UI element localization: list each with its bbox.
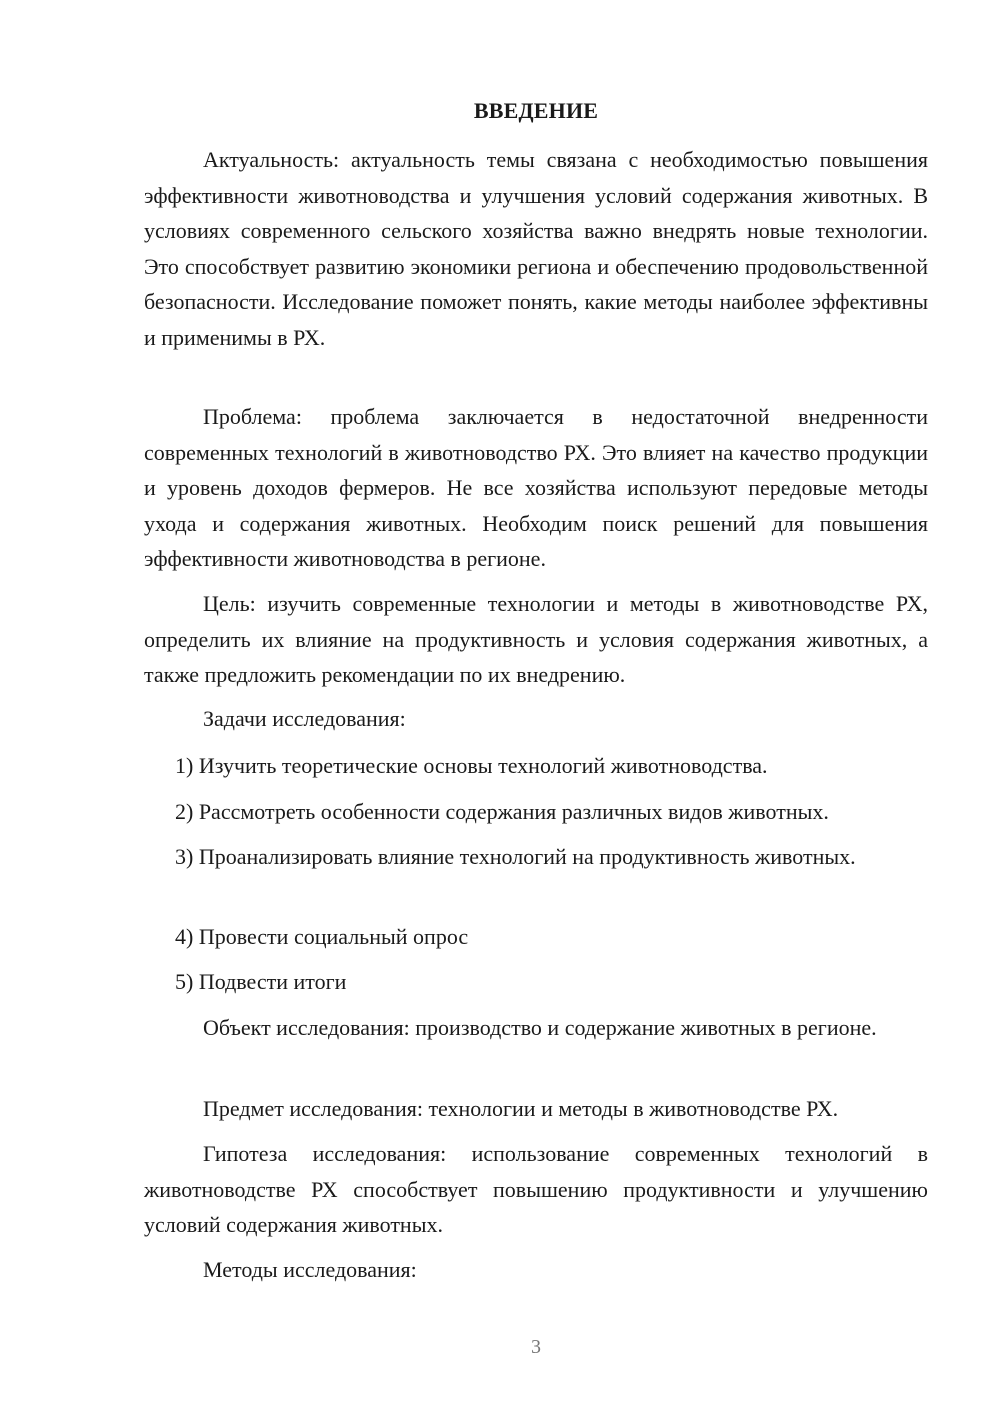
paragraph-object: Объект исследования: производство и содержание животных в регионе.: [203, 1015, 877, 1040]
task-item-3: 3) Проанализировать влияние технологий на продуктивность животных.: [175, 844, 856, 869]
task-item-5: 5) Подвести итоги: [175, 969, 347, 994]
paragraph-methods-heading: Методы исследования:: [203, 1257, 417, 1282]
paragraph-hypothesis: Гипотеза исследования: использование современных технологий в животноводстве РХ способствует повышению продуктивности и улучшению условий содержания животных.: [144, 1141, 928, 1237]
paragraph-tasks-heading: Задачи исследования:: [203, 706, 406, 731]
task-item-1: 1) Изучить теоретические основы технологий животноводства.: [175, 753, 768, 778]
page-number: 3: [531, 1336, 541, 1358]
section-title: ВВЕДЕНИЕ: [473, 98, 599, 123]
paragraph-relevance: Актуальность: актуальность темы связана с необходимостью повышения эффективности животноводства и улучшения условий содержания животных. В условиях современного сельского хозяйства важно внедрять новые технологии. Это способствует развитию экономики региона и обеспечению продовольственной безопасности. Исследование поможет понять, какие методы наиболее эффективны и применимы в РХ.: [144, 147, 928, 350]
paragraph-subject: Предмет исследования: технологии и методы в животноводстве РХ.: [203, 1096, 839, 1121]
task-item-4: 4) Провести социальный опрос: [175, 924, 469, 949]
paragraph-goal: Цель: изучить современные технологии и методы в животноводстве РХ, определить их влияние на продуктивность и условия содержания животных, а также предложить рекомендации по их внедрению.: [144, 591, 928, 687]
paragraph-problem: Проблема: проблема заключается в недостаточной внедренности современных технологий в животноводство РХ. Это влияет на качество продукции и уровень доходов фермеров. Не все хозяйства используют передовые методы ухода и содержания животных. Необходим поиск решений для повышения эффективности животноводства в регионе.: [144, 404, 928, 571]
task-item-2: 2) Рассмотреть особенности содержания различных видов животных.: [175, 799, 829, 824]
